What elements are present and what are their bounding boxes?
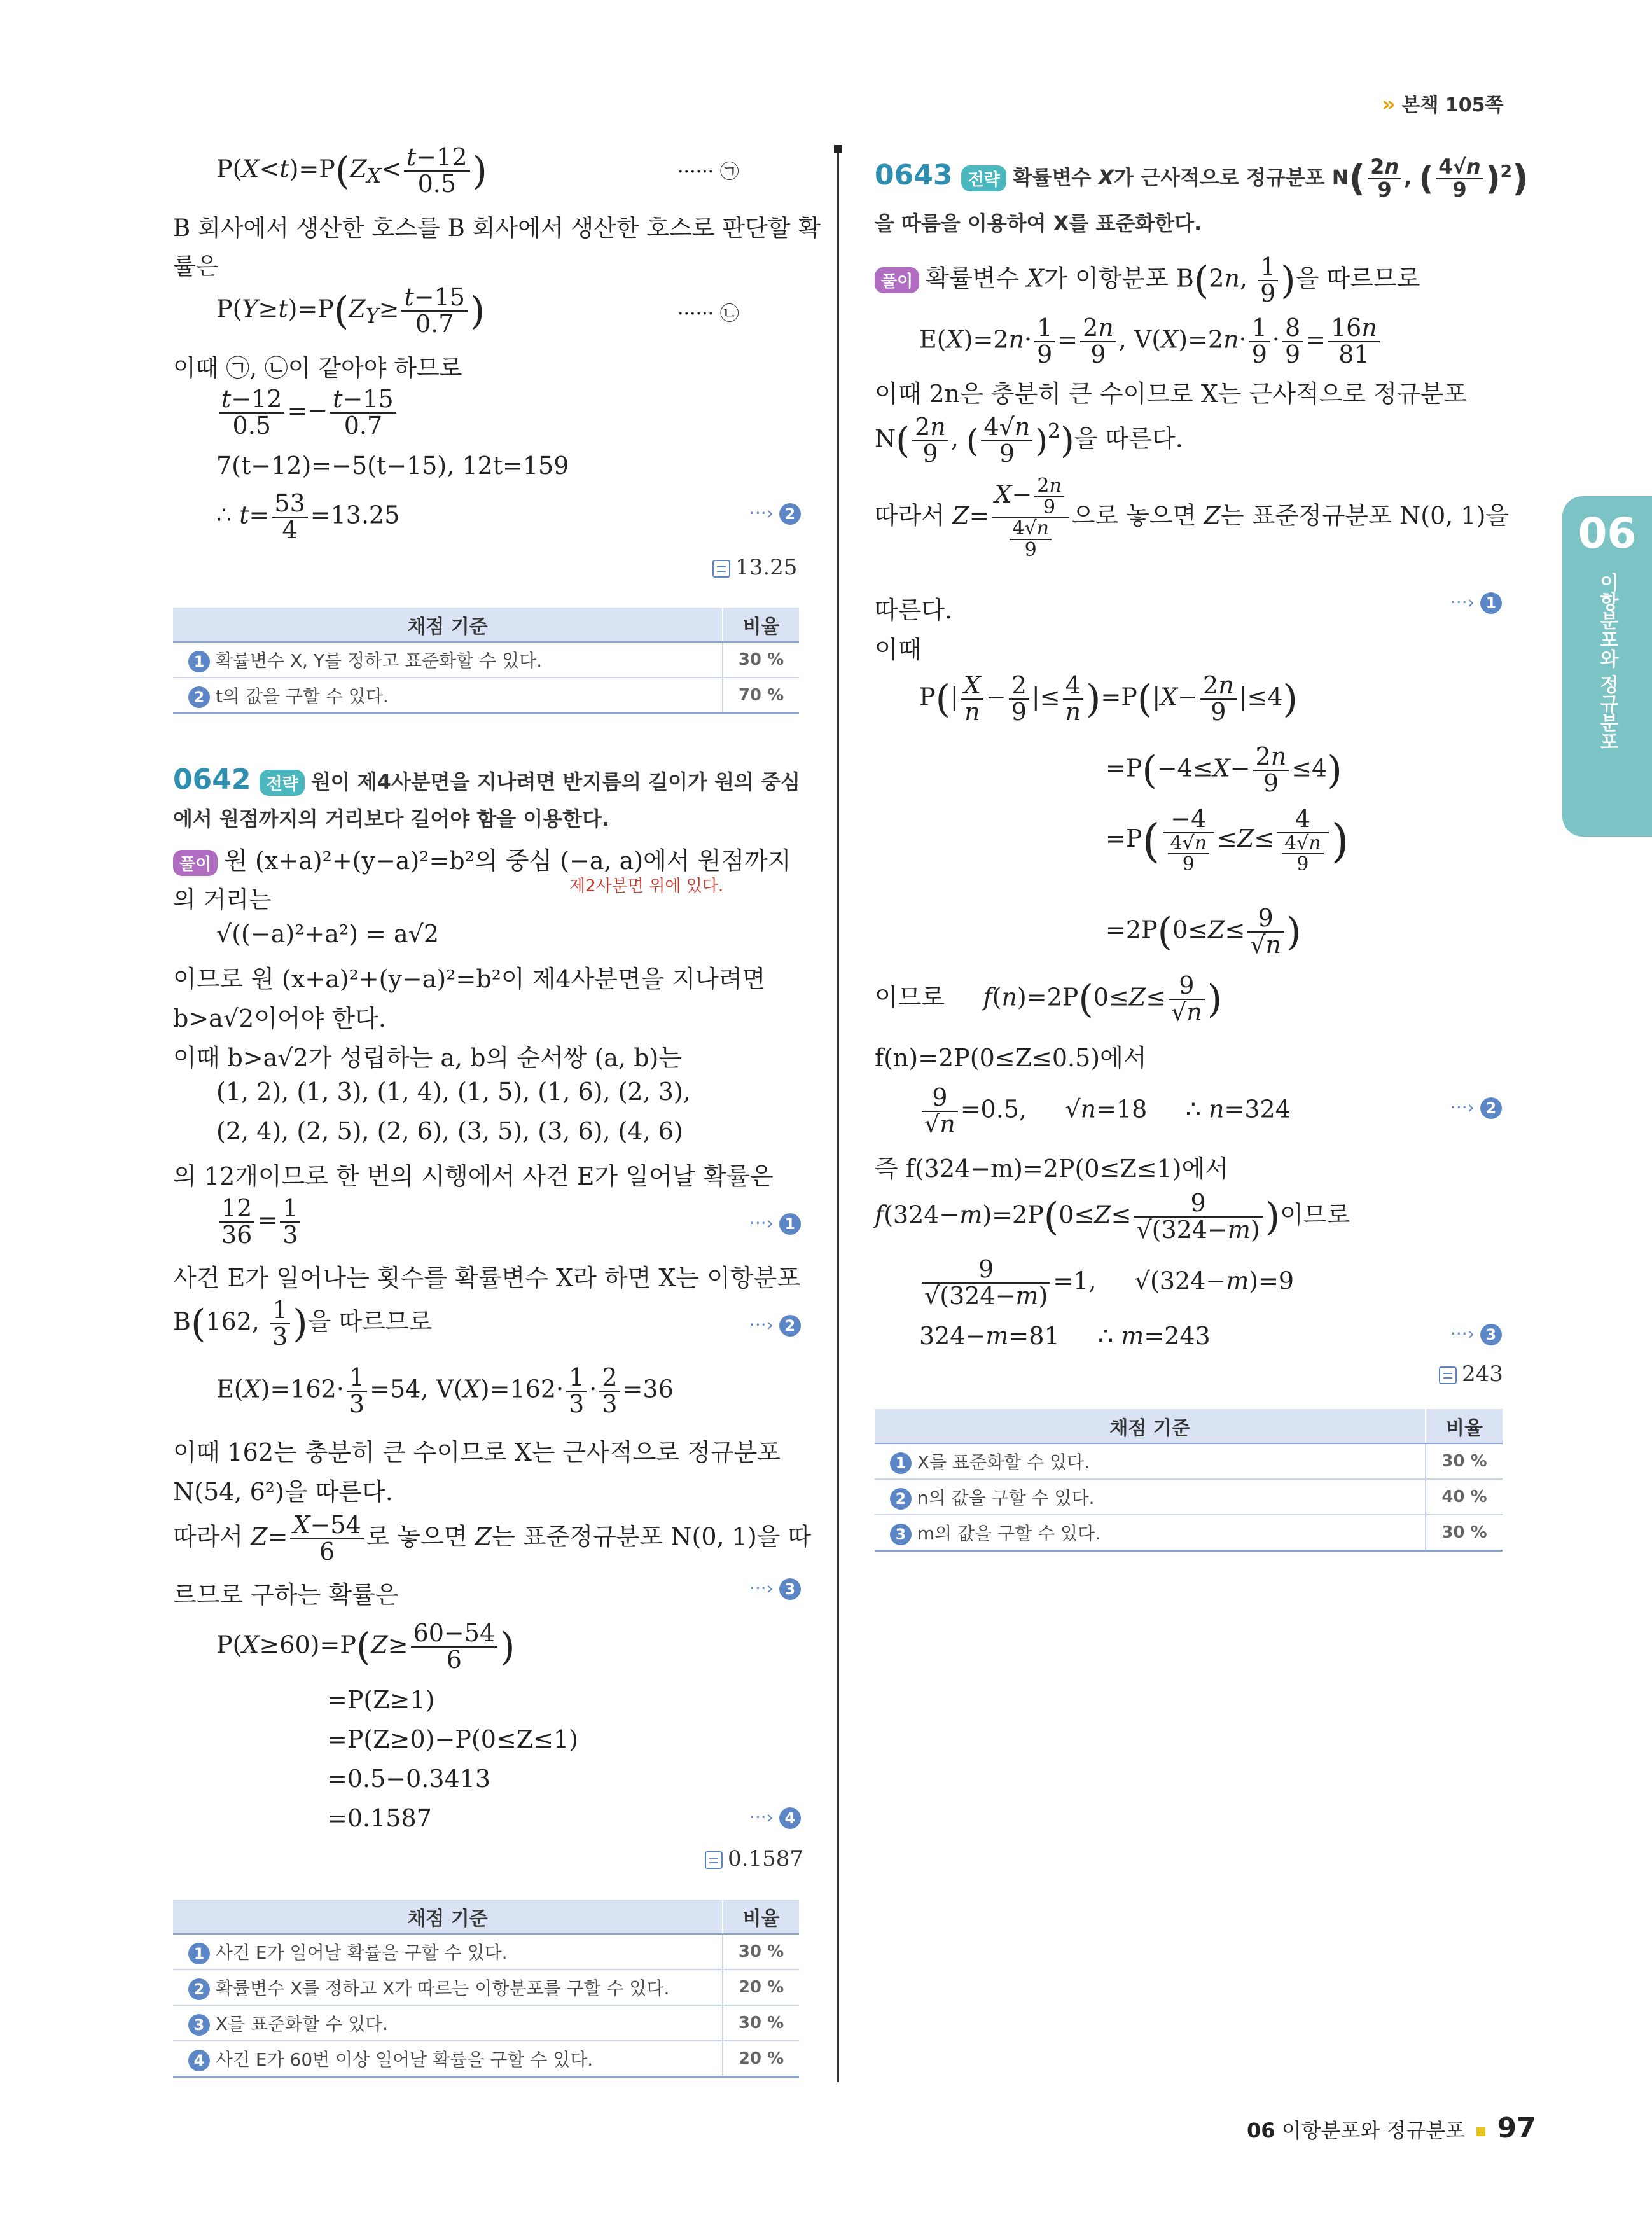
row-ratio: 30 % [723,642,799,678]
answer-value: 243 [1462,1361,1503,1387]
step-1-badge: 1 [779,1213,801,1235]
row-number-badge: 2 [188,1978,210,2000]
binomial-line: B(162, $\frac{1}{3}$ )을 따르므로 [173,1296,433,1351]
row-number-badge: 1 [188,651,210,672]
grading-table-0642 [173,1900,799,2078]
footer-square-icon [1476,2127,1485,2136]
solution-line: b>a√2이어야 한다. [173,1004,386,1032]
answer-0641 [712,555,797,580]
grading-table-0643 [875,1409,1503,1552]
step-2-badge: 2 [779,503,801,525]
problem-0642-header [173,763,800,796]
eq-step: =P(−4≤X− $\frac{2n}{9}$ ≤4) [1106,742,1342,797]
row-number-badge: 4 [188,2050,210,2071]
eq-py-ge-t: $P(Y\ge t)=P(Z_Y\ge$ $\frac{t-15}{0.7}$ ) [216,283,485,338]
solution-line: 사건 E가 일어나는 횟수를 확률변수 X라 하면 X는 이항분포 [173,1264,801,1292]
standardize-line: 따라서 Z= $\frac{X-54}{6}$ 로 놓으면 Z는 표준정규분포 N(0, 1)을 따 [173,1511,812,1566]
column-divider [837,145,839,2082]
table-header-criteria: 채점 기준 [875,1409,1426,1443]
row-ratio: 30 % [1426,1515,1503,1550]
solution-line: 이때 2n은 충분히 큰 수이므로 X는 근사적으로 정규분포 [875,380,1468,408]
answer-0642 [705,1846,803,1872]
chapter-side-tab-number: 06 [1578,509,1637,558]
page-number: 97 [1497,2112,1536,2144]
normal-line: N( $\frac{2n}{9}$ , ( $\frac{4√n}{9}$ )$^2$)을 따른다. [875,413,1183,468]
mark-1: ······ ㉠ [677,161,739,183]
page-reference-text: 본책 105쪽 [1401,94,1504,116]
solution-text: 원 (x+a)²+(y−a)²=b²의 중심 (−a, a)에서 원점까지 [224,847,791,875]
step-4-badge: 4 [779,1807,801,1829]
answer-value: 0.1587 [728,1846,803,1872]
eq-prob-e: $\frac{12}{36}$ = $\frac{1}{3}$ [216,1196,303,1248]
ordered-pairs-2: (2, 4), (2, 5), (2, 6), (3, 5), (3, 6), (4, 6) [216,1117,683,1145]
solution-line: 즉 f(324−m)=2P(0≤Z≤1)에서 [875,1155,1228,1183]
chapter-side-tab-label: 이항분포와 정규분포 [1596,573,1618,751]
solution-line: 풀이 확률변수 X가 이항분포 B(2n, $\frac{1}{9}$ )을 따르므로 [875,254,1420,307]
step-4-marker: ···› 4 [749,1807,801,1829]
solution-line: 의 12개이므로 한 번의 시행에서 사건 E가 일어날 확률은 [173,1162,774,1190]
solution-line: N(54, 6²)을 따른다. [173,1478,393,1506]
solution-line: 이때 [875,636,922,664]
row-ratio: 40 % [1426,1479,1503,1515]
table-row [875,1479,1503,1515]
table-row [173,2005,799,2041]
step-2-marker: ···› 2 [749,1314,801,1337]
solution-line: 이때 162는 충분히 큰 수이므로 X는 근사적으로 정규분포 [173,1438,781,1466]
row-ratio: 30 % [723,2005,799,2041]
standardize-line: 따라서 Z= X− $\frac{2n}{9}$ $\frac{4√n}{9}$ 으로 놓으면 Z는 표준정규분포 N(0, 1)을 [875,475,1510,561]
problem-number: 0643 [875,158,953,191]
step-1-badge: 1 [1480,592,1502,614]
eq-step: =P(Z≥1) [327,1686,435,1714]
row-ratio: 20 % [723,2041,799,2076]
step-1-marker: ···› 1 [1450,592,1502,614]
solution-line: 이때 b>a√2가 성립하는 a, b의 순서쌍 (a, b)는 [173,1044,683,1072]
annotation-note: 제2사분면 위에 있다. [569,877,724,896]
solution-line: f(n)=2P(0≤Z≤0.5)에서 [875,1044,1147,1072]
row-criteria: t의 값을 구할 수 있다. [215,685,389,707]
answer-icon [712,560,730,578]
table-header-criteria: 채점 기준 [173,1900,723,1934]
eq-prob-60: P(X≥60)=P(Z≥ $\frac{60-54}{6}$ ) [216,1619,515,1674]
row-number-badge: 1 [188,1943,210,1964]
solution-line [173,841,791,876]
eq-mean-variance: E(X)=162· $\frac{1}{3}$ =54, V(X)=162· $\frac{1}{3}$ · $\frac{2}{3}$ =36 [216,1363,674,1418]
row-criteria: m의 값을 구할 수 있다. [917,1522,1101,1544]
step-3-badge: 3 [1480,1324,1502,1345]
strategy-hint-cont: 에서 원점까지의 거리보다 길어야 함을 이용한다. [173,807,610,831]
eq-px-lt-t: $P(X<t)=P(Z_X<$ $\frac{t-12}{0.5}$ ) [216,143,487,198]
eq-step: =2P(0≤Z≤ $\frac{9}{√n}$ ) [1106,904,1301,959]
answer-icon [1439,1366,1457,1384]
row-number-badge: 3 [188,2014,210,2036]
text-line: B 회사에서 생산한 호스를 B 회사에서 생산한 호스로 판단할 확 [173,214,821,242]
strategy-hint-cont: 을 따름을 이용하여 X를 표준화한다. [875,211,1202,235]
double-chevron-icon: » [1382,92,1396,117]
strategy-hint: 원이 제4사분면을 지나려면 반지름의 길이가 원의 중심 [310,770,800,794]
strategy-tag: 전략 [260,770,304,796]
solution-line: 르므로 구하는 확률은 [173,1581,399,1609]
table-row [173,1970,799,2005]
footer-chapter-number: 06 [1247,2118,1275,2143]
divider-top-dot [834,145,842,153]
solution-tag: 풀이 [875,267,919,293]
row-ratio: 20 % [723,1970,799,2005]
answer-value: 13.25 [735,555,798,580]
text-line: 률은 [173,253,219,280]
eq-mean-variance: E(X)=2n· $\frac{1}{9}$ = $\frac{2n}{9}$ , V(X)=2n· $\frac{1}{9}$ · $\frac{8}{9}$ = $\frac{16n}{81}$ [919,316,1382,368]
table-header-ratio: 비율 [1426,1409,1503,1443]
table-row [875,1515,1503,1550]
strategy-hint: 확률변수 X가 근사적으로 정규분포 N( $\frac{2n}{9}$ , ( $\frac{4√n}{9}$ )$^2$) [1012,155,1529,202]
page-footer [1247,2112,1536,2144]
page-reference [1382,89,1504,117]
step-3-marker: ···› 3 [1450,1323,1502,1345]
solution-line: 의 거리는 [173,886,272,914]
row-ratio: 30 % [723,1934,799,1970]
step-3-marker: ···› 3 [749,1578,801,1600]
step-3-badge: 3 [779,1578,801,1600]
footer-chapter-title: 이항분포와 정규분포 [1281,2118,1466,2143]
eq-step: =P( $\frac{-4}{\frac{4√n}{9}}$ ≤Z≤ $\frac{4}{\frac{4√n}{9}}$ ) [1106,805,1349,876]
eq-abs-prob: P(| $\frac{X}{n}$ − $\frac{2}{9}$ |≤ $\frac{4}{n}$ )=P(|X− $\frac{2n}{9}$ |≤4) [919,671,1298,726]
answer-0643 [1439,1361,1503,1387]
row-criteria: 확률변수 X를 정하고 X가 따르는 이항분포를 구할 수 있다. [215,1978,670,1999]
row-criteria: 확률변수 X, Y를 정하고 표준화할 수 있다. [215,650,543,671]
table-header-ratio: 비율 [723,1900,799,1934]
chapter-side-tab [1562,496,1652,837]
problem-number: 0642 [173,763,251,796]
eq-fn: 이므로 f(n)=2P(0≤Z≤ $\frac{9}{√n}$ ) [875,971,1223,1026]
problem-0643-header [875,156,1529,200]
table-header-ratio: 비율 [723,608,799,642]
row-criteria: n의 값을 구할 수 있다. [917,1487,1095,1508]
row-criteria: X를 표준화할 수 있다. [917,1452,1090,1473]
step-2-badge: 2 [1480,1097,1502,1119]
eq-m-result: 324−m=81 ∴ m=243 [919,1322,1211,1350]
table-header-criteria: 채점 기준 [173,608,723,642]
eq-n: $\frac{9}{√n}$ =0.5, √n=18 ∴ n=324 [919,1085,1291,1137]
eq-step: =0.5−0.3413 [327,1765,491,1793]
text-line: 이때 ㉠, ㉡이 같아야 하므로 [173,354,462,382]
eq-f324: f(324−m)=2P(0≤Z≤ $\frac{9}{√(324-m)}$ )이므로 [875,1189,1350,1244]
step-2-badge: 2 [779,1315,801,1337]
table-row [173,2041,799,2076]
grading-table-0641 [173,608,799,714]
solution-tag: 풀이 [173,850,218,876]
solution-line: 이므로 원 (x+a)²+(y−a)²=b²이 제4사분면을 지나려면 [173,965,766,993]
row-criteria: 사건 E가 60번 이상 일어날 확률을 구할 수 있다. [215,2048,593,2070]
answer-icon [705,1851,723,1869]
eq-step: =0.1587 [327,1804,432,1832]
row-number-badge: 1 [890,1452,912,1474]
solution-line: 따른다. [875,596,953,624]
row-criteria: X를 표준화할 수 있다. [215,2013,389,2034]
table-row [875,1443,1503,1479]
mark-2: ······ ㉡ [677,303,739,325]
eq-distance: √((−a)²+a²) = a√2 [216,920,440,948]
ordered-pairs-1: (1, 2), (1, 3), (1, 4), (1, 5), (1, 6), (2, 3), [216,1078,691,1106]
row-ratio: 30 % [1426,1443,1503,1479]
row-number-badge: 3 [890,1524,912,1545]
eq-linear: 7(t−12)=−5(t−15), 12t=159 [216,452,569,480]
row-criteria: 사건 E가 일어날 확률을 구할 수 있다. [215,1942,508,1963]
eq-m: $\frac{9}{√(324-m)}$ =1, √(324−m)=9 [919,1257,1294,1309]
table-row [173,1934,799,1970]
row-number-badge: 2 [188,686,210,708]
table-row [173,642,799,678]
step-1-marker: ···› 1 [749,1213,801,1235]
table-row [173,678,799,713]
step-2-marker: ···› 2 [749,503,801,525]
eq-equal-z: $\frac{t-12}{0.5}$ =− $\frac{t-15}{0.7}$ [216,387,399,439]
row-number-badge: 2 [890,1488,912,1510]
eq-t-result: ∴ t= $\frac{53}{4}$ =13.25 [216,489,400,544]
step-2-marker: ···› 2 [1450,1097,1502,1119]
strategy-tag: 전략 [961,165,1006,191]
eq-step: =P(Z≥0)−P(0≤Z≤1) [327,1725,578,1753]
row-ratio: 70 % [723,678,799,713]
